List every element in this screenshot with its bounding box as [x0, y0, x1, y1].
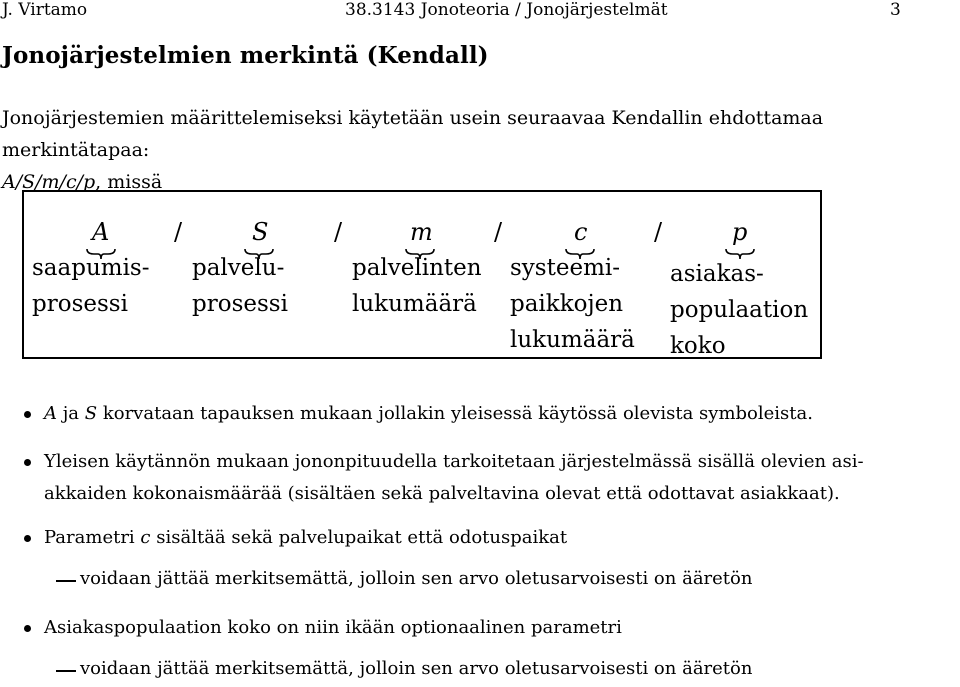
page-header — [0, 0, 960, 24]
label-line: populaation — [670, 297, 809, 323]
bullet-item — [24, 398, 954, 430]
label-line: asiakas- — [670, 261, 764, 287]
separator-slash: / — [174, 218, 183, 246]
separator-slash: / — [654, 218, 663, 246]
sub-item-text: voidaan jättää merkitsemättä, jolloin sen arvo oletusarvoisesti on ääretön — [80, 658, 753, 679]
sub-item — [56, 658, 956, 679]
label-line: koko — [670, 333, 726, 359]
bullet-dot — [24, 411, 31, 418]
intro-line-2-rest: , missä — [95, 171, 163, 193]
sub-item-text: voidaan jättää merkitsemättä, jolloin sen arvo oletusarvoisesti on ääretön — [80, 568, 753, 589]
symbol-p: p — [732, 218, 748, 246]
bullet-dot — [24, 535, 31, 542]
text-line: akkaiden kokonaismäärää (sisältäen sekä palveltavina olevat että odottavat asiakkaat). — [44, 483, 840, 504]
symbol-m: m — [410, 218, 433, 246]
bullet-dot — [24, 625, 31, 632]
text-segment: ja — [57, 403, 85, 424]
intro-paragraph — [2, 102, 960, 198]
label-line: saapumis- — [32, 255, 150, 281]
header-author: J. Virtamo — [2, 0, 88, 20]
bullet-text: Asiakaspopulaation koko on niin ikään optionaalinen parametri — [44, 617, 622, 638]
bullet-text — [24, 522, 954, 554]
symbol-c: c — [140, 527, 151, 548]
bullet-dot — [24, 459, 31, 466]
label-number-of-servers — [352, 250, 482, 322]
text-segment: korvataan tapauksen mukaan jollakin yleisessä käytössä olevista symboleista. — [97, 403, 813, 424]
label-line: systeemi- — [510, 255, 621, 281]
kendall-notation-box — [22, 190, 822, 359]
label-line: prosessi — [32, 291, 128, 317]
page-title: Jonojärjestelmien merkintä (Kendall) — [2, 42, 489, 69]
symbol-A: A — [44, 403, 57, 424]
label-arrival-process — [32, 250, 150, 322]
dash-marker — [56, 670, 76, 672]
kendall-notation: A/S/m/c/p — [2, 171, 96, 193]
bullet-text — [24, 398, 954, 430]
label-line: paikkojen — [510, 291, 624, 317]
header-page-number: 3 — [890, 0, 901, 20]
label-system-places — [510, 250, 635, 358]
text-segment: sisältää sekä palvelupaikat että odotuspaikat — [150, 527, 568, 548]
label-population-size — [670, 256, 808, 364]
label-line: prosessi — [192, 291, 288, 317]
header-course: 38.3143 Jonoteoria / Jonojärjestelmät — [345, 0, 668, 20]
label-line: palvelu- — [192, 255, 285, 281]
text-line: Yleisen käytännön mukaan jononpituudella tarkoitetaan järjestelmässä sisällä olevien asi- — [44, 451, 864, 472]
bullet-item — [24, 446, 954, 510]
symbol-c: c — [574, 218, 588, 246]
bullet-text — [24, 446, 954, 510]
bullet-item — [24, 522, 954, 554]
dash-marker — [56, 580, 76, 582]
symbol-S: S — [84, 403, 98, 424]
bullet-item — [24, 612, 954, 644]
separator-slash: / — [494, 218, 503, 246]
label-service-process — [192, 250, 288, 322]
text-segment: Parametri — [44, 527, 141, 548]
symbol-A: A — [92, 218, 110, 246]
intro-line-1: Jonojärjestemien määrittelemiseksi käytetään usein seuraavaa Kendallin ehdottamaa merkintätapaa: — [2, 107, 824, 161]
symbol-S: S — [252, 218, 269, 246]
label-line: lukumäärä — [352, 291, 477, 317]
separator-slash: / — [334, 218, 343, 246]
label-line: lukumäärä — [510, 327, 635, 353]
sub-item — [56, 568, 956, 589]
label-line: palvelinten — [352, 255, 482, 281]
